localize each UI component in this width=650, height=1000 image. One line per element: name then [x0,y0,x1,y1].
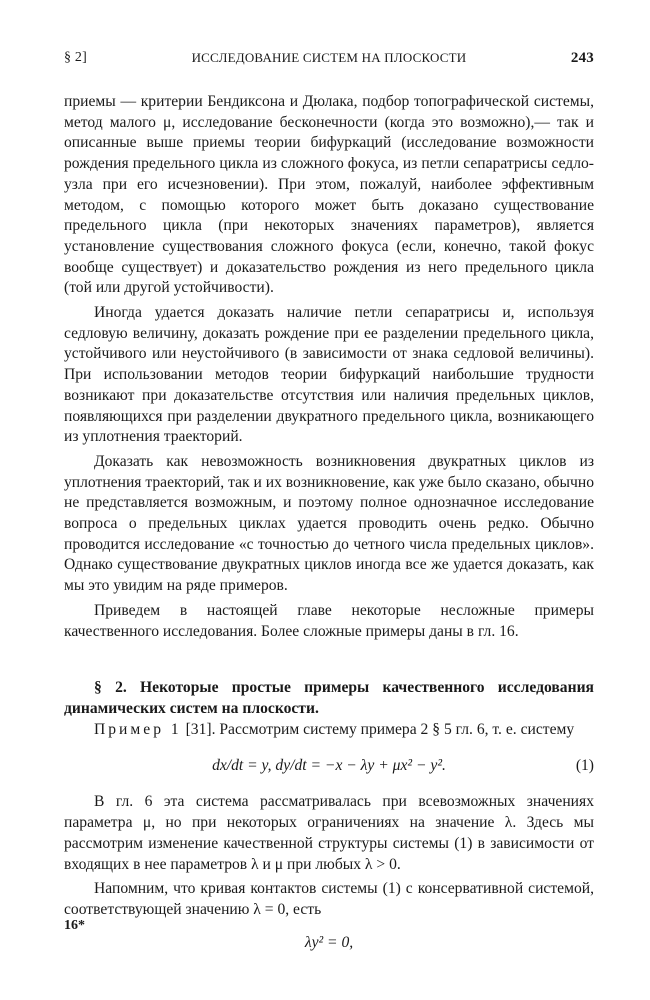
equation-1-number: (1) [575,757,594,775]
running-header [64,50,594,72]
example-paragraph [64,720,594,741]
paragraph-5: В гл. 6 эта система рассматривалась при всевозможных значениях параметра μ, но при некоторых ограничениях на значение λ. Здесь мы рассмотрим изменение качественной структуры системы (1) в зависимости от входящих в нее параметров λ и μ при любых λ > 0. [64,793,594,873]
signature-mark: 16* [64,918,85,933]
paragraph-1: приемы — критерии Бендиксона и Дюлака, подбор топографической системы, метод малого μ, исследование бесконечности (когда это возможно),— так и описанные выше приемы теории бифуркаций (исследование возможности рождения предельного цикла из сложного фокуса, из петли сепаратрисы седло-узла при его исчезновении). При этом, пожалуй, наиболее эффективным методом, с помощью которого может быть доказано существование предельного цикла (при некоторых значениях параметров), является установление существования сложного фокуса (если, конечно, такой фокус вообще существует) и доказательство рождения из него предельного цикла (той или другой устойчивости). [64,93,594,297]
section-heading: § 2. Некоторые простые примеры качественного исследования динамических систем на плоскости. [64,679,594,717]
paragraph-6: Напомним, что кривая контактов системы (1) с консервативной системой, соответствующей значению λ = 0, есть [64,880,594,918]
header-title: ИССЛЕДОВАНИЕ СИСТЕМ НА ПЛОСКОСТИ [191,50,467,65]
paragraph-3: Доказать как невозможность возникновения двукратных циклов из уплотнения траекторий, так и их возникновение, как уже было сказано, обычно не представляется возможным, и поэтому полное однозначное исследование вопроса о предельных циклах удается проводить очень редко. Обычно проводится исследование «с точностью до четного числа предельных циклов». Однако существование двукратных циклов иногда все же удается доказать, как мы это увидим на ряде примеров. [64,452,594,595]
paragraph-2: Иногда удается доказать наличие петли сепаратрисы и, используя седловую величину, доказать рождение при ее разделении предельного цикла, устойчивого или неустойчивого (в зависимости от знака седловой величины). При использовании методов теории бифуркаций наибольшие трудности возникают при доказательстве отсутствия или наличия предельных циклов, появляющихся при разделении двукратного предельного цикла, возникающего из уплотнения траекторий. [64,304,594,446]
equation-2: λy² = 0, [304,933,354,951]
equation-1-expression: dx/dt = y, dy/dt = −x − λy + μx² − y². [212,757,446,775]
page-body [64,92,594,953]
page-number: 243 [570,50,594,66]
paragraph-4: Приведем в настоящей главе некоторые несложные примеры качественного исследования. Более сложные примеры даны в гл. 16. [64,601,594,640]
example-label: Пример 1 [94,720,182,738]
equation-1 [64,756,594,778]
header-section-ref: § 2] [64,50,87,65]
example-text: [31]. Рассмотрим систему примера 2 § 5 гл. 6, т. е. систему [181,720,575,738]
